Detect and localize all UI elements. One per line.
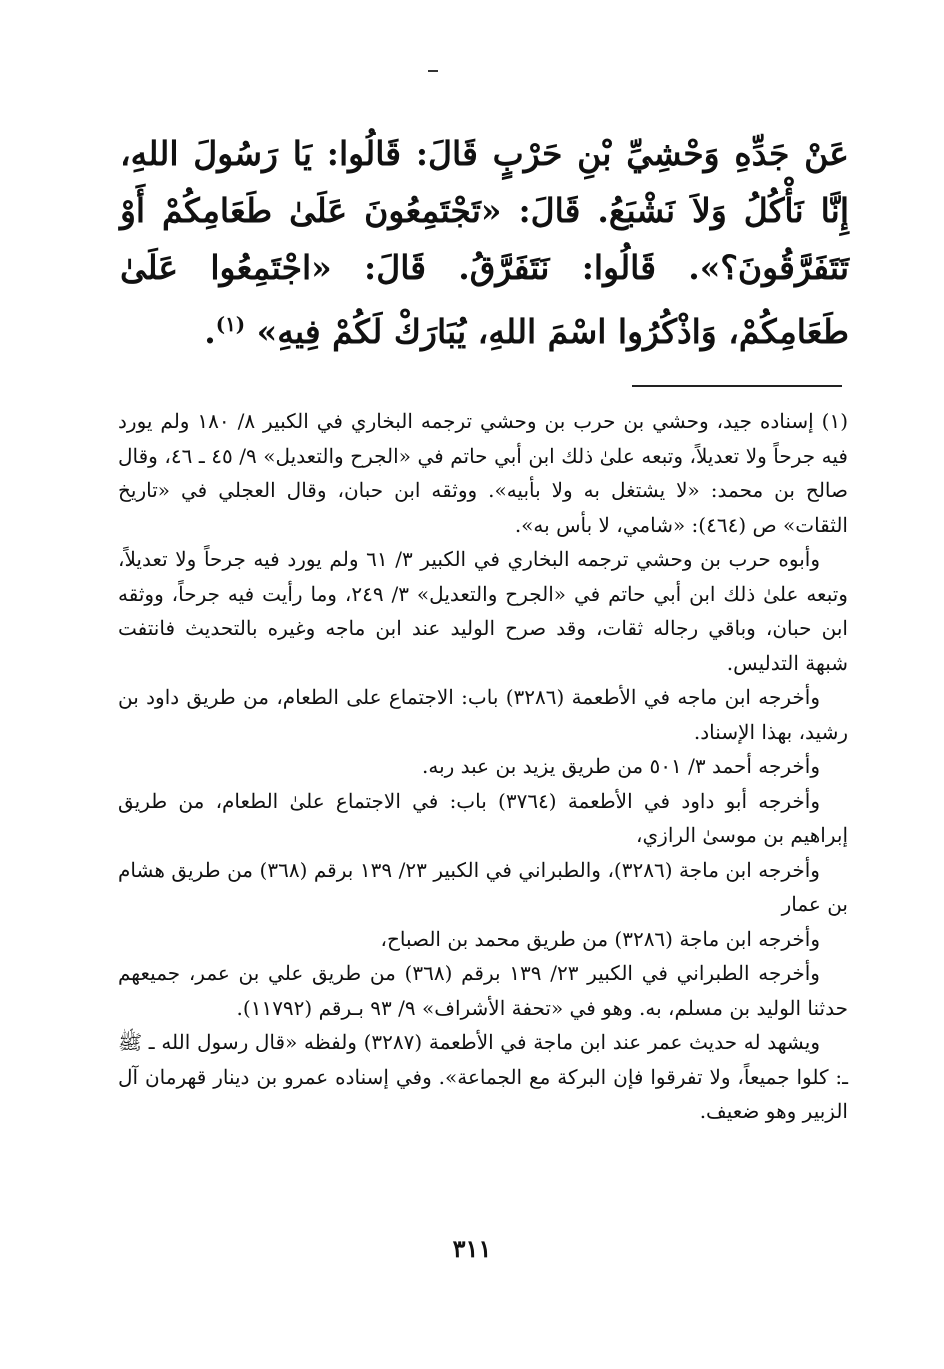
footnote-ref: (١) <box>215 312 246 336</box>
footnote-paragraph: وأخرجه أبو داود في الأطعمة (٣٧٦٤) باب: في الاجتماع علىٰ الطعام، من طريق إبراهيم بن موسىٰ الرازي، <box>118 788 848 847</box>
footnote-separator <box>632 385 842 387</box>
footnote-paragraph: وأخرجه ابن ماجة (٣٢٨٦)، والطبراني في الكبير ٢٣/ ١٣٩ برقم (٣٦٨) من طريق هشام بن عمار <box>118 857 848 916</box>
footnote-paragraph: (١) إسناده جيد، وحشي بن حرب بن وحشي ترجمه البخاري في الكبير ٨/ ١٨٠ ولم يورد فيه جرحاً ولا تعديلاً، وتبعه علىٰ ذلك ابن أبي حاتم في «الجرح والتعديل» ٩/ ٤٥ ـ ٤٦، وقال صالح بن محمد: «لا يشتغل به ولا بأبيه». ووثقه ابن حبان، وقال العجلي في «تاريخ الثقات» ص (٤٦٤): «شامي، لا بأس به». <box>118 409 848 537</box>
hadith-line-2: نَشْبَعُ. قَالَ: «تَجْتَمِعُونَ عَلَىٰ طَعَامِكُمْ أَوْ تَتَفَرَّقُونَ؟». قَالُوا: نَتَفَرَّقُ. <box>120 191 849 287</box>
footnote-paragraph: ويشهد له حديث عمر عند ابن ماجة في الأطعمة (٣٢٨٧) ولفظه «قال رسول الله ـ ﷺ ـ: كلوا جميعاً، ولا تفرقوا فإن البركة مع الجماعة». وفي إسناده عمرو بن دينار قهرمان آل الزبير وهو ضعيف. <box>118 1030 848 1123</box>
footnote-paragraph: وأبوه حرب بن وحشي ترجمه البخاري في الكبير ٣/ ٦١ ولم يورد فيه جرحاً ولا تعديلاً، وتبعه علىٰ ذلك ابن أبي حاتم في «الجرح والتعديل» ٣/ ٢٤٩، وما رأيت فيه جرحاً، ووثقه ابن حبان، وباقي رجاله ثقات، وقد صرح الوليد عند ابن ماجه وغيره بالتحديث فانتفت شبهة التدليس. <box>118 547 848 675</box>
footnote-paragraph: وأخرجه أحمد ٣/ ٥٠١ من طريق يزيد بن عبد ربه. <box>421 754 820 778</box>
header-mark <box>428 70 438 72</box>
hadith-line-1: عَنْ جَدِّهِ وَحْشِيِّ بْنِ حَرْبٍ قَالَ: قَالُوا: يَا رَسُولَ اللهِ، إِنَّا نَأْكُلُ وَلاَ <box>120 134 849 230</box>
footnote-paragraph: وأخرجه الطبراني في الكبير ٢٣/ ١٣٩ برقم (٣٦٨) من طريق علي بن عمر، جميعهم حدثنا الوليد بن مسلم، به. وهو في «تحفة الأشراف» ٩/ ٩٣ بـرقم (١١٧٩٢). <box>118 961 848 1020</box>
hadith-text <box>120 125 849 360</box>
footnotes <box>118 404 848 1129</box>
hadith-line-3: قَالَ: «اجْتَمِعُوا عَلَىٰ طَعَامِكُمْ، وَاذْكُرُوا اسْمَ اللهِ، يُبَارَكْ لَكُمْ فِيهِ» <box>120 248 849 351</box>
page-number: ٣١١ <box>452 1234 492 1263</box>
footnote-paragraph: وأخرجه ابن ماجه في الأطعمة (٣٢٨٦) باب: الاجتماع على الطعام، من طريق داود بن رشيد، بهذا الإسناد. <box>118 685 848 744</box>
hadith-end: . <box>204 312 216 351</box>
footnote-paragraph: وأخرجه ابن ماجة (٣٢٨٦) من طريق محمد بن الصباح، <box>380 926 820 951</box>
